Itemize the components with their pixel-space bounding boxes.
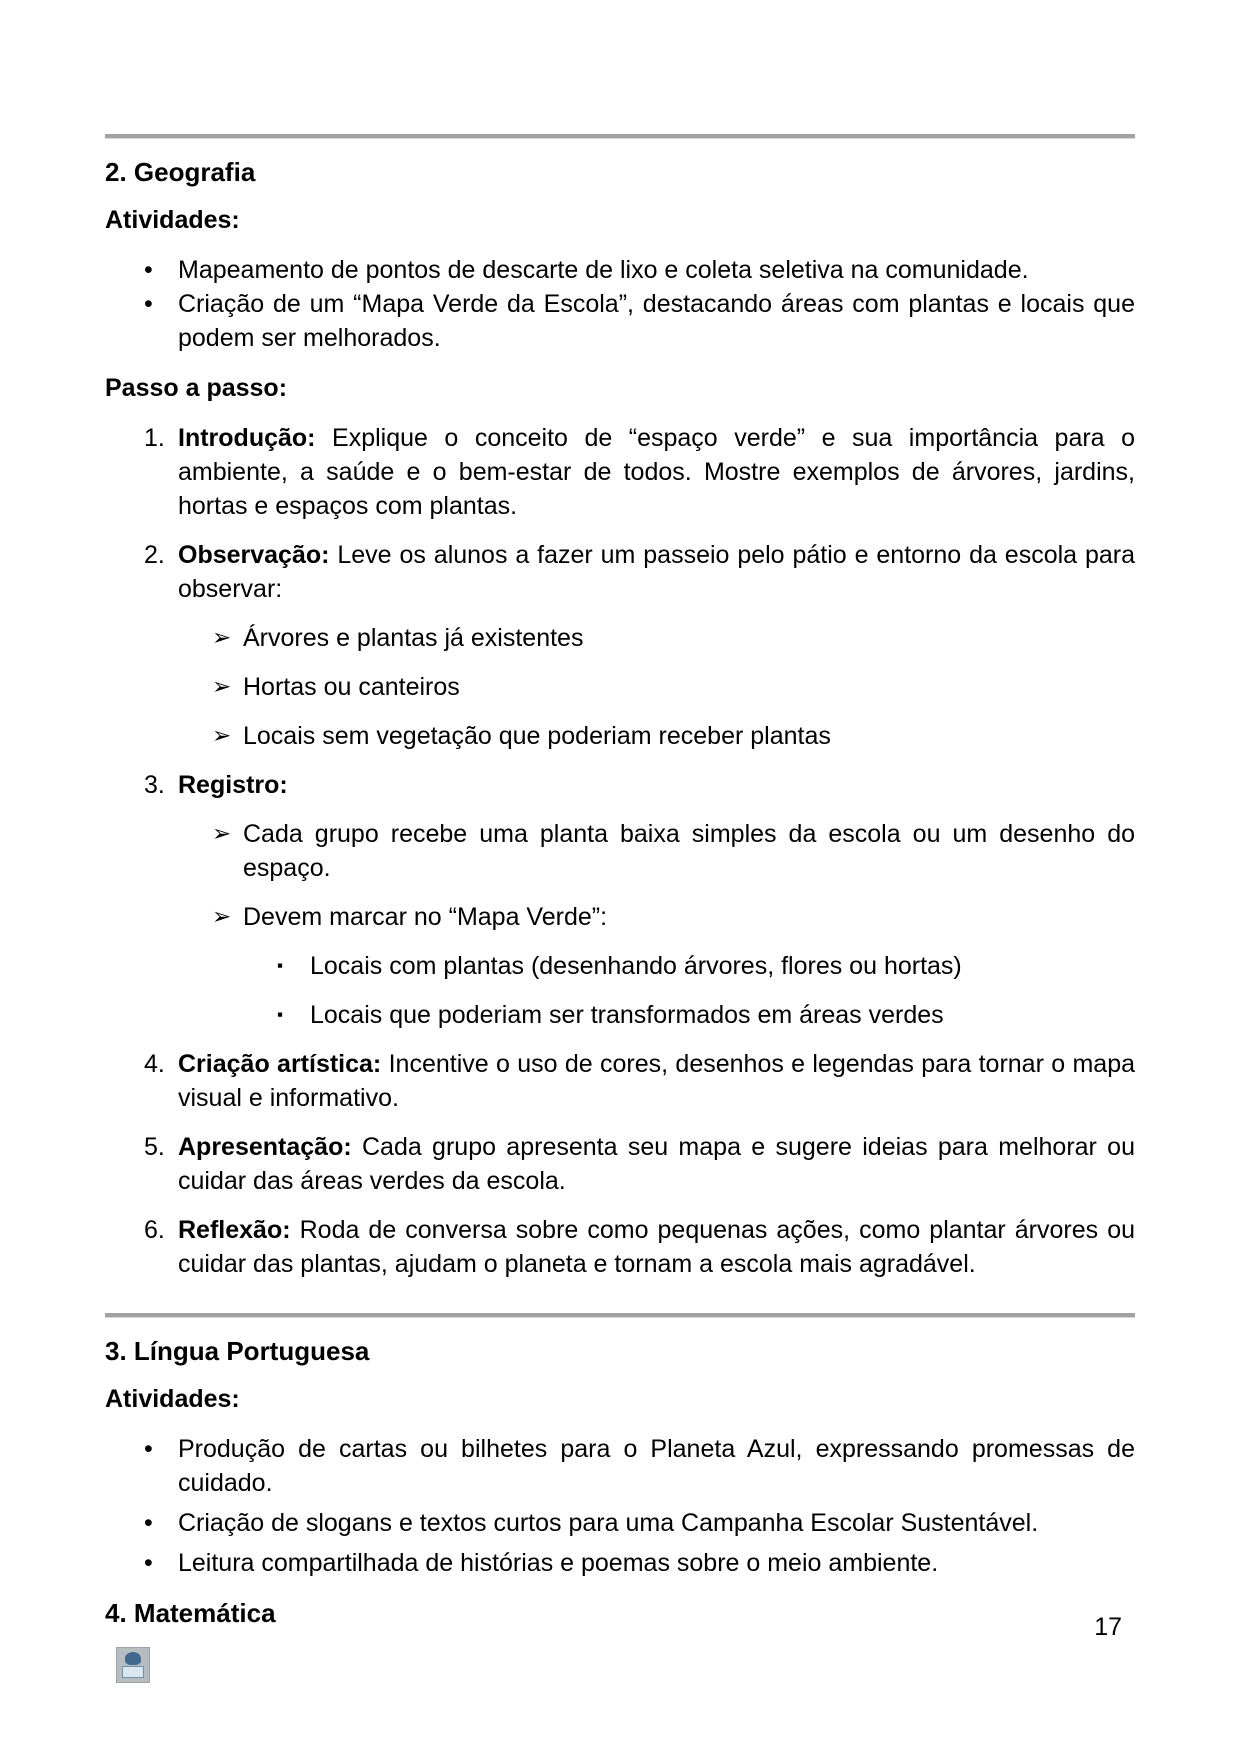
list-item-text: Criação de slogans e textos curtos para uma Campanha Escolar Sustentável. (178, 1509, 1039, 1537)
list-item-text: Leitura compartilhada de histórias e poemas sobre o meio ambiente. (178, 1549, 939, 1577)
arrow-bullet-icon: ➢ (212, 625, 232, 651)
sub-sub-list-item (105, 949, 1135, 983)
logo-base (122, 1666, 144, 1678)
atividades-list-geografia (105, 253, 1135, 355)
bullet-icon: • (144, 256, 153, 284)
list-item (105, 1506, 1135, 1540)
step-lead: Reflexão: (178, 1216, 291, 1244)
list-item-text: Criação de um “Mapa Verde da Escola”, destacando áreas com plantas e locais que podem ser melhorados. (178, 290, 1135, 352)
sub-item-text: Cada grupo recebe uma planta baixa simples da escola ou um desenho do espaço. (243, 820, 1135, 882)
sub-list-item (105, 621, 1135, 655)
section-title-lingua-portuguesa: 3. Língua Portuguesa (105, 1336, 370, 1366)
list-item (105, 1432, 1135, 1500)
step-number: 5. (144, 1133, 165, 1161)
list-item-text: Mapeamento de pontos de descarte de lixo e coleta seletiva na comunidade. (178, 256, 1029, 284)
step-item-introducao (105, 421, 1135, 523)
sub-item-text: Árvores e plantas já existentes (243, 624, 584, 652)
step-body: Cada grupo apresenta seu mapa e sugere ideias para melhorar ou cuidar das áreas verdes da escola. (178, 1133, 1135, 1195)
step-text (178, 538, 1135, 606)
sub-item-text: Locais sem vegetação que poderiam receber plantas (243, 722, 831, 750)
logo-emblem (125, 1652, 141, 1665)
bullet-icon: • (144, 1509, 153, 1537)
passo-a-passo-label: Passo a passo: (105, 374, 288, 402)
list-item (105, 253, 1135, 287)
step-item-criacao-artistica (105, 1047, 1135, 1115)
sub-list-item (105, 817, 1135, 885)
section-title-matematica: 4. Matemática (105, 1598, 276, 1628)
bullet-icon: • (144, 1435, 153, 1463)
page-number: 17 (1094, 1613, 1122, 1641)
step-number: 6. (144, 1216, 165, 1244)
step-body: Leve os alunos a fazer um passeio pelo pátio e entorno da escola para observar: (178, 541, 1135, 603)
step-text (178, 1213, 1135, 1281)
arrow-bullet-icon: ➢ (212, 904, 232, 930)
list-item (105, 287, 1135, 355)
step-number: 1. (144, 424, 165, 452)
atividades-list-lingua-portuguesa (105, 1432, 1135, 1580)
sub-sub-list-item (105, 998, 1135, 1032)
sub-list-item (105, 670, 1135, 704)
step-text (178, 1047, 1135, 1115)
step-number: 3. (144, 771, 165, 799)
step-lead: Apresentação: (178, 1133, 352, 1161)
list-item-text: Produção de cartas ou bilhetes para o Planeta Azul, expressando promessas de cuidado. (178, 1435, 1135, 1497)
section-divider-middle (105, 1313, 1135, 1318)
step-lead: Introdução: (178, 424, 316, 452)
step-lead: Observação: (178, 541, 330, 569)
step-item-apresentacao (105, 1130, 1135, 1198)
step-number: 4. (144, 1050, 165, 1078)
document-content (0, 134, 1241, 1630)
sub-sub-item-text: Locais com plantas (desenhando árvores, flores ou hortas) (310, 952, 962, 980)
step-item-registro (105, 768, 1135, 802)
step-body: Incentive o uso de cores, desenhos e legendas para tornar o mapa visual e informativo. (178, 1050, 1136, 1112)
sub-item-text: Hortas ou canteiros (243, 673, 460, 701)
list-item (105, 1546, 1135, 1580)
step-text (178, 421, 1135, 523)
sub-sub-item-text: Locais que poderiam ser transformados em áreas verdes (310, 1001, 944, 1029)
atividades-label-lingua-portuguesa: Atividades: (105, 1385, 240, 1413)
step-lead: Criação artística: (178, 1050, 382, 1078)
step-item-observacao (105, 538, 1135, 606)
step-number: 2. (144, 541, 165, 569)
sub-item-text: Devem marcar no “Mapa Verde”: (243, 903, 608, 931)
arrow-bullet-icon: ➢ (212, 674, 232, 700)
school-logo-icon (116, 1647, 150, 1683)
bullet-icon: • (144, 1549, 153, 1577)
square-bullet-icon: ▪ (277, 956, 284, 975)
section-divider-top (105, 134, 1135, 139)
atividades-label-geografia: Atividades: (105, 206, 240, 234)
step-body: Explique o conceito de “espaço verde” e sua importância para o ambiente, a saúde e o bem-estar de todos. Mostre exemplos de árvores, jardins, hortas e espaços com plantas. (178, 424, 1135, 520)
step-body: Roda de conversa sobre como pequenas ações, como plantar árvores ou cuidar das plantas, ajudam o planeta e tornam a escola mais agradável. (178, 1216, 1135, 1278)
step-lead: Registro: (178, 771, 288, 799)
sub-list-item (105, 719, 1135, 753)
step-text (178, 768, 1135, 802)
section-title-geografia: 2. Geografia (105, 157, 256, 187)
arrow-bullet-icon: ➢ (212, 821, 232, 847)
sub-list-item (105, 900, 1135, 934)
bullet-icon: • (144, 290, 153, 318)
square-bullet-icon: ▪ (277, 1005, 284, 1024)
step-text (178, 1130, 1135, 1198)
step-item-reflexao (105, 1213, 1135, 1281)
arrow-bullet-icon: ➢ (212, 723, 232, 749)
